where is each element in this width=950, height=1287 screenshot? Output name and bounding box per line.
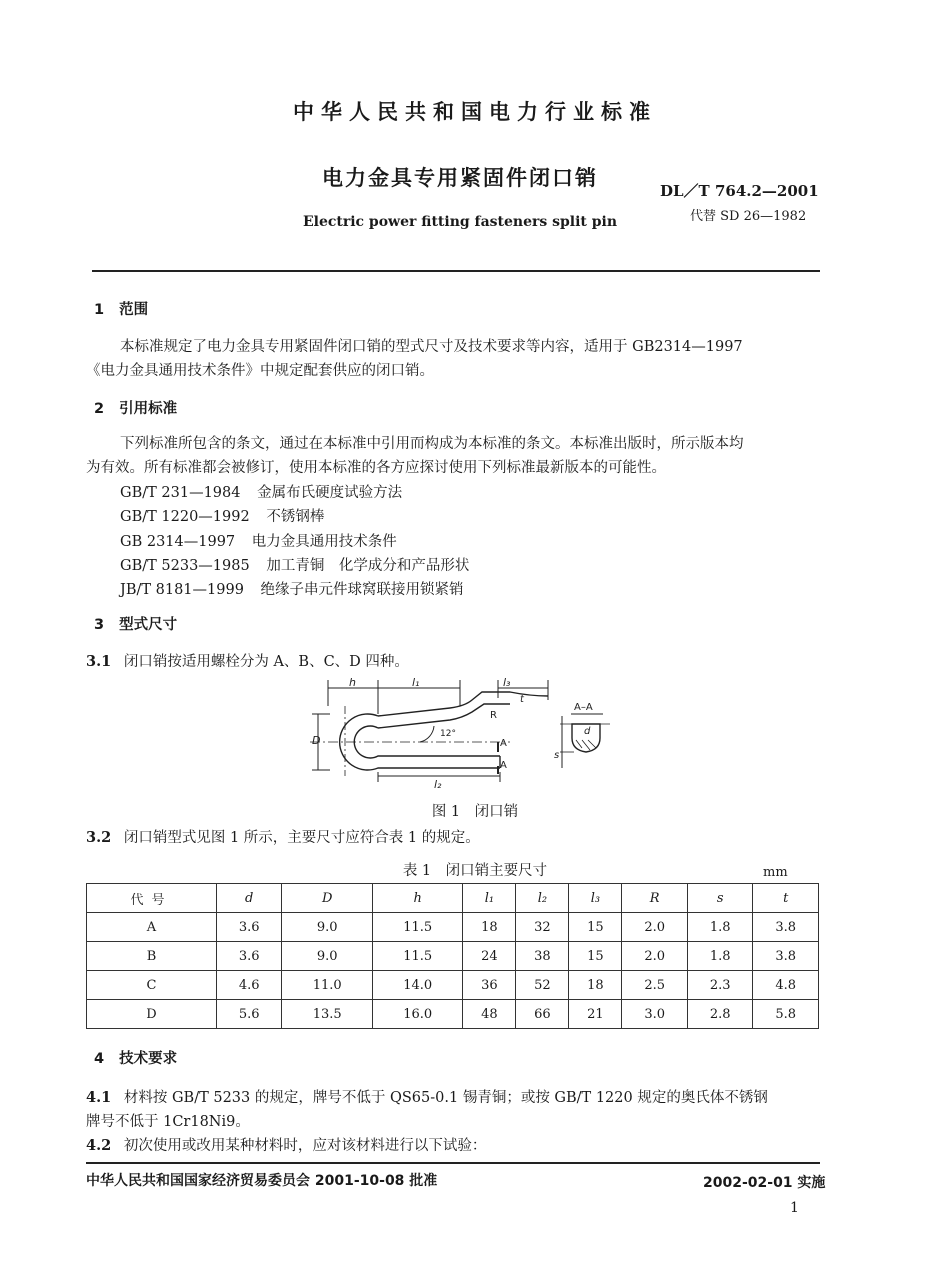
clause-3-1 [86, 650, 409, 674]
table-cell: B [87, 942, 217, 971]
section-2-number: 2 [94, 401, 105, 417]
approval-statement: 中华人民共和国国家经济贸易委员会 2001-10-08 批准 [86, 1173, 438, 1189]
table-cell: 5.8 [753, 1000, 819, 1029]
section-4-heading [94, 1047, 177, 1068]
reference-name: 不锈钢棒 [266, 509, 325, 525]
table-cell: 16.0 [372, 1000, 462, 1029]
table-row [87, 913, 819, 942]
figure-label: 12° [440, 729, 456, 739]
standard-number: DL／T 764.2—2001 [660, 182, 819, 200]
table-unit: mm [763, 865, 788, 880]
table-header-cell: d [216, 884, 282, 913]
table-cell: 24 [463, 942, 516, 971]
clause-4-2 [86, 1134, 486, 1158]
table-cell: 38 [516, 942, 569, 971]
figure-label: t [520, 694, 524, 705]
table-header-cell: D [282, 884, 372, 913]
reference-code: GB 2314—1997 [120, 534, 236, 550]
clause-3-1-number: 3.1 [86, 653, 112, 670]
table-cell: 3.0 [622, 1000, 688, 1029]
table-header-cell: R [622, 884, 688, 913]
table-cell: A [87, 913, 217, 942]
figure-label: l₃ [503, 676, 511, 689]
table-cell: 2.0 [622, 942, 688, 971]
table-cell: 52 [516, 971, 569, 1000]
header-rule [92, 270, 820, 272]
section-3-title: 型式尺寸 [119, 617, 178, 633]
table-cell: 4.8 [753, 971, 819, 1000]
page-number: 1 [790, 1200, 799, 1216]
clause-3-2-text: 闭口销型式见图 1 所示，主要尺寸应符合表 1 的规定。 [123, 830, 480, 846]
reference-item [120, 554, 469, 575]
table-cell: 3.8 [753, 913, 819, 942]
document-title: 电力金具专用紧固件闭口销 [322, 166, 598, 190]
table-cell: 2.3 [687, 971, 753, 1000]
figure-label: R [490, 710, 497, 721]
table-cell: 21 [569, 1000, 622, 1029]
reference-name: 电力金具通用技术条件 [251, 534, 397, 550]
clause-4-2-text: 初次使用或改用某种材料时，应对该材料进行以下试验： [123, 1138, 487, 1154]
table-cell: 3.6 [216, 942, 282, 971]
table-cell: 13.5 [282, 1000, 372, 1029]
table-cell: 48 [463, 1000, 516, 1029]
table-cell: 9.0 [282, 913, 372, 942]
section-2-title: 引用标准 [119, 401, 178, 417]
table-row [87, 1000, 819, 1029]
standard-category: 中华人民共和国电力行业标准 [293, 100, 657, 124]
section-1-number: 1 [94, 302, 105, 318]
section-1-title: 范围 [119, 302, 149, 318]
table-cell: 2.0 [622, 913, 688, 942]
table-cell: 18 [463, 913, 516, 942]
table-cell: 15 [569, 942, 622, 971]
clause-4-1-text: 材料按 GB/T 5233 的规定，牌号不低于 QS65-0.1 锡青铜；或按 GB/T 1220 规定的奥氏体不锈钢 [123, 1090, 768, 1106]
table-cell: 66 [516, 1000, 569, 1029]
figure-label: A–A [574, 702, 593, 713]
clause-3-2-number: 3.2 [86, 829, 112, 846]
section-2-heading [94, 397, 177, 418]
section-2-line-2: 为有效。所有标准都会被修订，使用本标准的各方应探讨使用下列标准最新版本的可能性。 [86, 460, 666, 476]
table-cell: 9.0 [282, 942, 372, 971]
document-title-english: Electric power fitting fasteners split pin [302, 214, 618, 230]
section-4-number: 4 [94, 1051, 105, 1067]
reference-name: 金属布氏硬度试验方法 [257, 485, 403, 501]
reference-name: 绝缘子串元件球窝联接用锁紧销 [260, 582, 464, 598]
table-cell: C [87, 971, 217, 1000]
table-cell: 11.5 [372, 913, 462, 942]
clause-3-2 [86, 826, 480, 850]
clause-4-1-continued: 牌号不低于 1Cr18Ni9。 [86, 1114, 250, 1130]
section-4-title: 技术要求 [119, 1051, 178, 1067]
reference-item [120, 578, 464, 599]
reference-item [120, 530, 397, 551]
table-cell: 5.6 [216, 1000, 282, 1029]
figure-label: l₂ [434, 778, 442, 791]
footer-rule [86, 1162, 820, 1164]
table-cell: 1.8 [687, 942, 753, 971]
table-caption: 表 1 闭口销主要尺寸 [402, 863, 548, 879]
table-cell: 15 [569, 913, 622, 942]
figure-label: s [554, 750, 560, 761]
table-header-cell: l₂ [516, 884, 569, 913]
table-header-cell: s [687, 884, 753, 913]
table-cell: 11.5 [372, 942, 462, 971]
section-1-line-1: 本标准规定了电力金具专用紧固件闭口销的型式尺寸及技术要求等内容，适用于 GB2314—1997 [120, 339, 743, 355]
replaces-standard: 代替 SD 26—1982 [690, 209, 807, 224]
reference-code: GB/T 1220—1992 [120, 509, 250, 525]
table-cell: 2.5 [622, 971, 688, 1000]
figure-label: h [349, 676, 356, 689]
table-header-cell: h [372, 884, 462, 913]
figure-label: A [500, 760, 507, 771]
table-cell: 14.0 [372, 971, 462, 1000]
table-row [87, 942, 819, 971]
effective-date: 2002-02-01 实施 [703, 1175, 826, 1191]
table-cell: 4.6 [216, 971, 282, 1000]
table-cell: 1.8 [687, 913, 753, 942]
table-header-cell: 代号 [87, 884, 217, 913]
reference-code: JB/T 8181—1999 [120, 582, 244, 598]
reference-code: GB/T 5233—1985 [120, 558, 250, 574]
figure-label: D [312, 734, 321, 747]
reference-code: GB/T 231—1984 [120, 485, 241, 501]
clause-4-1 [86, 1086, 768, 1110]
table-header-row [87, 884, 819, 913]
table-header-cell: l₁ [463, 884, 516, 913]
reference-name: 加工青铜 化学成分和产品形状 [266, 558, 470, 574]
table-cell: D [87, 1000, 217, 1029]
clause-4-2-number: 4.2 [86, 1137, 112, 1154]
table-cell: 36 [463, 971, 516, 1000]
figure-caption: 图 1 闭口销 [431, 804, 519, 820]
table-header-cell: t [753, 884, 819, 913]
table-cell: 11.0 [282, 971, 372, 1000]
split-pin-drawing [300, 676, 620, 794]
section-3-heading [94, 613, 177, 634]
clause-3-1-text: 闭口销按适用螺栓分为 A、B、C、D 四种。 [123, 654, 409, 670]
section-1-line-2: 《电力金具通用技术条件》中规定配套供应的闭口销。 [86, 363, 434, 379]
table-cell: 3.6 [216, 913, 282, 942]
reference-item [120, 505, 324, 526]
section-2-line-1: 下列标准所包含的条文，通过在本标准中引用而构成为本标准的条文。本标准出版时，所示版本均 [120, 436, 744, 452]
clause-4-1-number: 4.1 [86, 1089, 112, 1106]
reference-item [120, 481, 402, 502]
table-cell: 3.8 [753, 942, 819, 971]
table-cell: 2.8 [687, 1000, 753, 1029]
section-3-number: 3 [94, 617, 105, 633]
figure-label: d [584, 726, 591, 737]
figure-label: A [500, 738, 507, 749]
figure-label: l₁ [412, 676, 420, 689]
table-row [87, 971, 819, 1000]
table-header-cell: l₃ [569, 884, 622, 913]
table-cell: 18 [569, 971, 622, 1000]
section-1-heading [94, 298, 148, 319]
table-cell: 32 [516, 913, 569, 942]
dimensions-table [86, 883, 819, 1029]
